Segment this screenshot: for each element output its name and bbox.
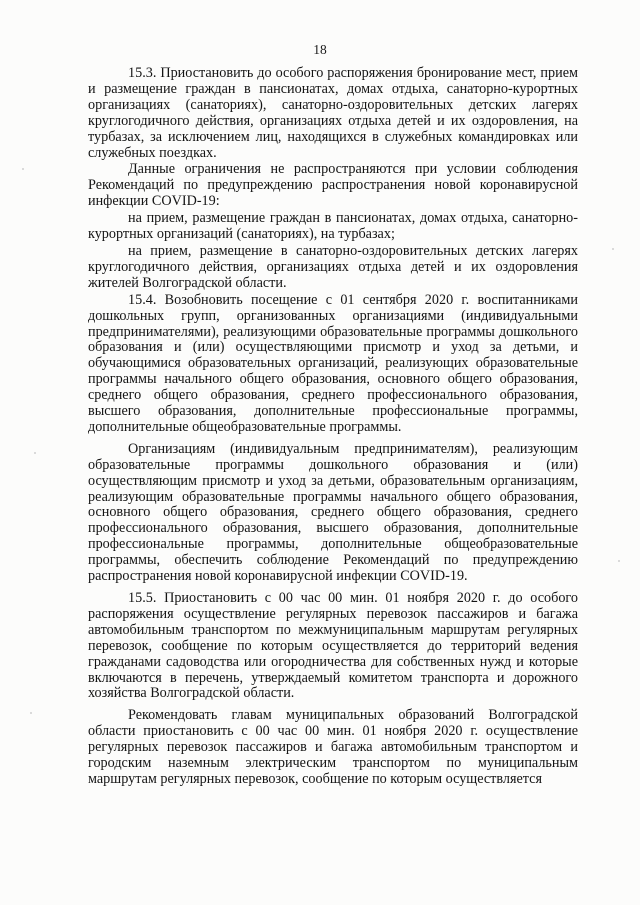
paragraph-restrictions-exception: Данные ограничения не распространяются при условии соблюдения Рекомендаций по предупреждению распространения новой коронавирусной инфекции COVID-19: xyxy=(88,161,578,210)
paragraph-15-3: 15.3. Приостановить до особого распоряжения бронирование мест, прием и размещение граждан в пансионатах, домах отдыха, санаторно-курортных организациях (санаториях), санаторно-оздоровительных детских лагерях круглогодичного действия, организациях отдыха детей и их оздоровления, на турбазах, за исключением лиц, находящихся в служебных командировках или служебных поездках. xyxy=(88,65,578,161)
paragraph-recommendation: Рекомендовать главам муниципальных образований Волгоградской области приостановить с 00 час 00 мин. 01 ноября 2020 г. осуществление регулярных перевозок пассажиров и багажа автомобильным транспортом и городским наземным электрическим транспортом по муниципальным маршрутам регулярных перевозок, сообщение по которым осуществляется xyxy=(88,707,578,787)
paragraph-organizations: Организациям (индивидуальным предпринимателям), реализующим образовательные программы дошкольного образования и (или) осуществляющим присмотр и уход за детьми, образовательным организациям, реализующим образовательные программы начального общего образования, основного общего образования, среднего общего образования, среднего профессионального образования, высшего образования, дополнительные профессиональные программы, дополнительные общеобразовательные программы, обеспечить соблюдение Рекомендаций по предупреждению распространения новой коронавирусной инфекции COVID-19. xyxy=(88,440,578,585)
scan-artifact xyxy=(22,168,24,170)
scan-artifact xyxy=(618,560,620,562)
scan-artifact xyxy=(30,712,32,714)
paragraph-exception-pensions: на прием, размещение граждан в пансионатах, домах отдыха, санаторно-курортных организаций (санаториях), на турбазах; xyxy=(88,210,578,243)
paragraph-exception-children-camps: на прием, размещение в санаторно-оздоровительных детских лагерях круглогодичного действия, организациях отдыха детей и их оздоровления жителей Волгоградской области. xyxy=(88,242,578,291)
document-body xyxy=(88,66,578,788)
scan-artifact xyxy=(612,248,614,250)
paragraph-15-4: 15.4. Возобновить посещение с 01 сентября 2020 г. воспитанниками дошкольных групп, организованных организациями (индивидуальными предпринимателями), реализующими образовательные программы дошкольного образования и (или) осуществляющими присмотр и уход за детьми, и обучающимися образовательных организаций, реализующих образовательные программы начального общего образования, основного общего образования, среднего общего образования, среднего профессионального образования, высшего образования, дополнительные профессиональные программы, дополнительные общеобразовательные программы. xyxy=(88,291,578,435)
scan-artifact xyxy=(34,452,36,454)
paragraph-15-5: 15.5. Приостановить с 00 час 00 мин. 01 ноября 2020 г. до особого распоряжения осуществление регулярных перевозок пассажиров и багажа автомобильным транспортом по межмуниципальным маршрутам регулярных перевозок, сообщение по которым осуществляется до территорий ведения гражданами садоводства или огородничества для собственных нужд и которые включаются в перечень, утверждаемый комитетом транспорта и дорожного хозяйства Волгоградской области. xyxy=(88,590,578,702)
page-number: 18 xyxy=(313,42,327,57)
